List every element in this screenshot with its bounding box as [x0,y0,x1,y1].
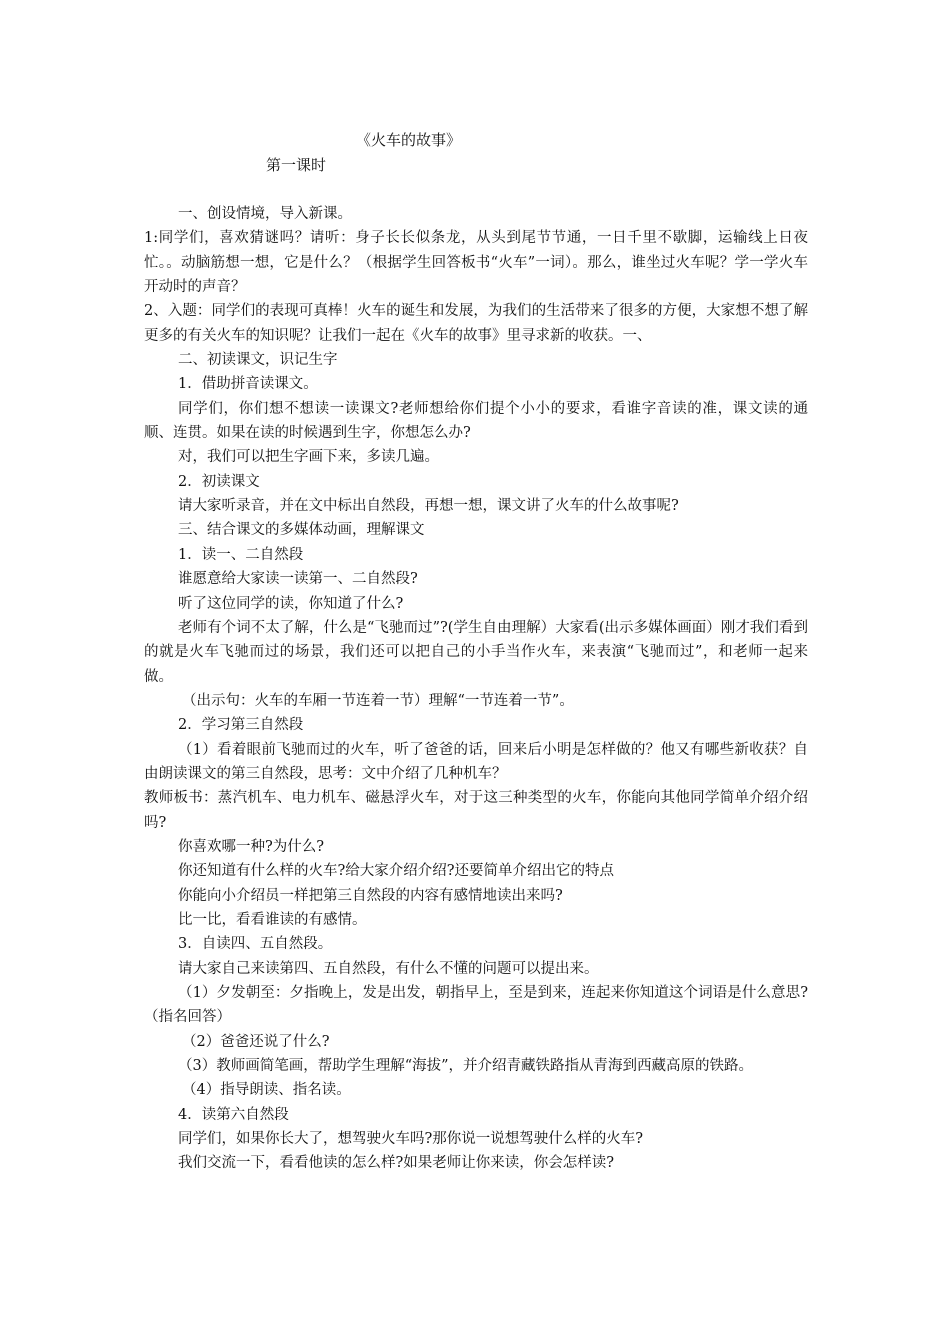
paragraph: 你还知道有什么样的火车?给大家介绍介绍?还要简单介绍出它的特点 [178,863,615,880]
paragraph: 我们交流一下，看看他读的怎么样?如果老师让你来读，你会怎样读? [178,1155,615,1172]
paragraph: 老师有个词不太了解，什么是“飞驰而过”?(学生自由理解）大家看(出示多媒体画面）刚才我们看到的就是火车飞驰而过的场景，我们还可以把自己的小手当作火车，来表演“飞驰而过”，和老师一起来做。 [144,619,808,685]
step-heading: 4．读第六自然段 [178,1106,289,1123]
paragraph: （4）指导朗读、指名读。 [182,1082,351,1099]
paragraph: （出示句：火车的车厢一节连着一节）理解“一节连着一节”。 [182,692,574,709]
paragraph: 同学们，你们想不想读一读课文?老师想给你们提个小小的要求，看谁字音读的准，课文读的通顺、连贯。如果在读的时候遇到生字，你想怎么办? [144,400,808,442]
paragraph-board: 教师板书：蒸汽机车、电力机车、磁悬浮火车，对于这三种类型的火车，你能向其他同学简单介绍介绍吗? [144,790,808,831]
section-heading-2: 二、初读课文，识记生字 [178,352,338,369]
paragraph: 同学们，如果你长大了，想驾驶火车吗?那你说一说想驾驶什么样的火车? [178,1131,644,1148]
paragraph: 请大家自己来读第四、五自然段，有什么不懂的问题可以提出来。 [178,960,599,977]
lesson-period: 第一课时 [266,156,327,174]
paragraph-intro: 2、入题：同学们的表现可真棒！火车的诞生和发展，为我们的生活带来了很多的方便，大家想不想了解更多的有关火车的知识呢？让我们一起在《火车的故事》里寻求新的收获。一、 [144,303,808,344]
paragraph: 听了这位同学的读，你知道了什么? [178,595,404,612]
step-heading: 2．学习第三自然段 [178,717,304,734]
document-title: 《火车的故事》 [356,131,462,149]
section-heading-3: 三、结合课文的多媒体动画，理解课文 [178,522,425,539]
section-heading-1: 一、创设情境，导入新课。 [178,206,352,222]
paragraph: 你能向小介绍员一样把第三自然段的内容有感情地读出来吗? [178,887,563,904]
paragraph: 请大家听录音，并在文中标出自然段，再想一想，课文讲了火车的什么故事呢? [178,498,679,515]
paragraph-riddle: 1:同学们，喜欢猜谜吗？请听：身子长长似条龙，从头到尾节节通，一日千里不歇脚，运输线上日夜忙。。动脑筋想一想，它是什么？（根据学生回答板书“火车”一词）。那么，谁坐过火车呢？学一学火车开动时的声音？ [144,230,808,296]
paragraph: （2）爸爸还说了什么? [182,1033,330,1050]
document-body [144,202,808,1176]
paragraph: （1）夕发朝至：夕指晚上，发是出发，朝指早上，至是到来，连起来你知道这个词语是什么意思?（指名回答） [144,985,808,1026]
step-heading: 2．初读课文 [178,473,260,490]
paragraph: （1）看着眼前飞驰而过的火车，听了爸爸的话，回来后小明是怎样做的？他又有哪些新收获？自由朗读课文的第三自然段，思考：文中介绍了几种机车？ [144,741,808,782]
step-heading: 1．借助拼音读课文。 [178,376,318,393]
paragraph: 谁愿意给大家读一读第一、二自然段? [178,571,418,588]
paragraph: 你喜欢哪一种?为什么? [178,838,325,855]
paragraph: （3）教师画简笔画，帮助学生理解“海拔”，并介绍青藏铁路指从青海到西藏高原的铁路。 [178,1058,754,1075]
step-heading: 3．自读四、五自然段。 [178,936,333,953]
paragraph: 对，我们可以把生字画下来，多读几遍。 [178,449,439,466]
step-heading: 1．读一、二自然段 [178,546,304,563]
paragraph: 比一比，看看谁读的有感情。 [178,911,367,928]
